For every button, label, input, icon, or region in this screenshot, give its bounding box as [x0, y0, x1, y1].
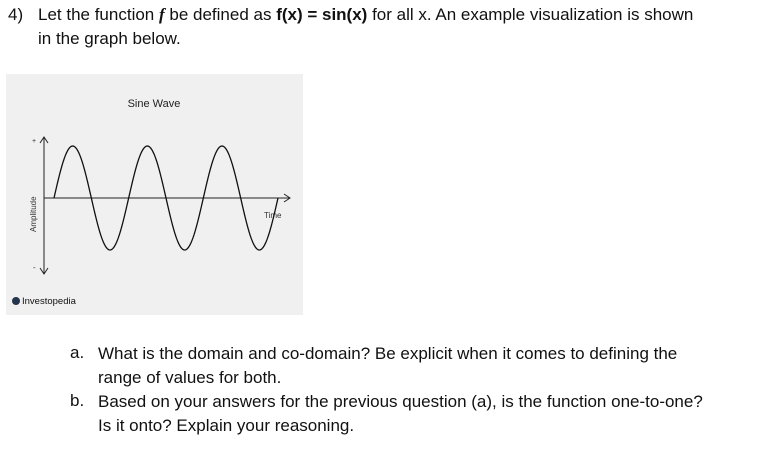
y-minus-label: -: [33, 263, 36, 272]
subquestion-b-letter: b.: [70, 391, 85, 410]
function-symbol: f: [158, 5, 165, 24]
subquestion-b-line-2: Is it onto? Explain your reasoning.: [98, 416, 355, 435]
y-plus-label: +: [32, 138, 37, 145]
subquestion-a-line-1: What is the domain and co-domain? Be explicit when it comes to defining the: [98, 344, 678, 363]
logo-mark-icon: [12, 297, 20, 305]
subquestion-a-letter: a.: [70, 343, 85, 362]
subquestion-a-line-2: range of values for both.: [98, 368, 282, 387]
question-line-1: [38, 4, 693, 26]
chart-title: Sine Wave: [127, 98, 181, 110]
question-text-pre: Let the function: [38, 5, 159, 24]
investopedia-logo: [12, 296, 77, 307]
x-axis-label: Time: [264, 211, 282, 220]
question-text-post: for all x. An example visualization is shown: [367, 5, 694, 24]
subquestion-b-line-1: Based on your answers for the previous question (a), is the function one-to-one?: [98, 392, 703, 411]
function-definition: f(x) = sin(x): [276, 5, 368, 24]
y-axis-label: Amplitude: [29, 196, 38, 232]
logo-text: Investopedia: [22, 296, 76, 307]
question-line-2: in the graph below.: [38, 29, 181, 48]
question-number: 4): [8, 5, 24, 24]
sine-wave-chart: [6, 74, 303, 315]
question-text-mid: be defined as: [164, 5, 277, 24]
sine-wave-figure: [6, 74, 303, 315]
